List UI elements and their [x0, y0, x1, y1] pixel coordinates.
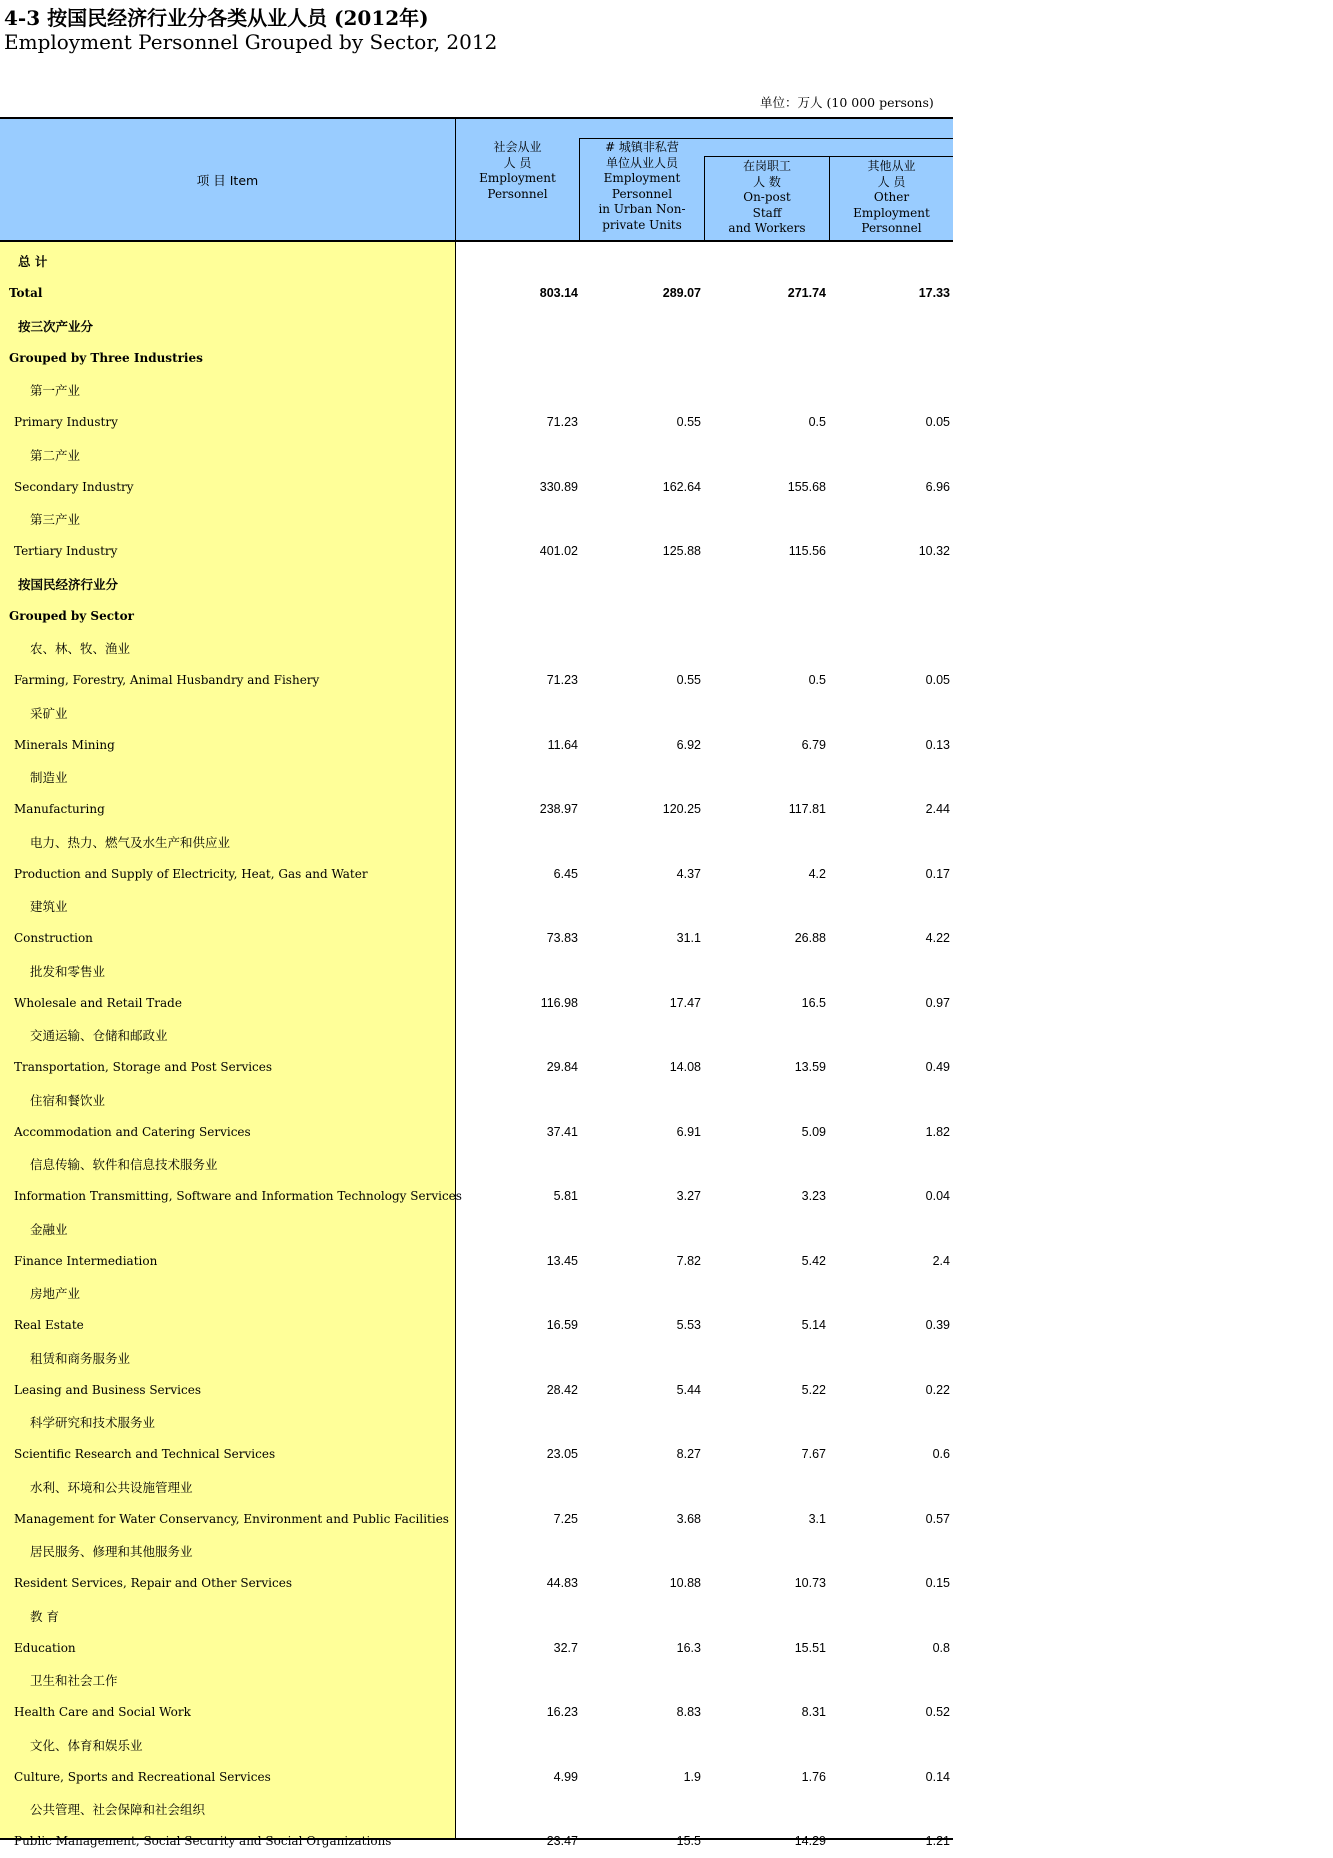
- cell-value: 17.33: [918, 286, 950, 301]
- row-label-zh: 交通运输、仓储和邮政业: [30, 1028, 168, 1044]
- cell-value: 2.44: [925, 802, 950, 817]
- cell-value: 0.55: [676, 673, 701, 688]
- row-label-zh: 按三次产业分: [18, 318, 94, 334]
- header-col4-line: Personnel: [861, 221, 922, 235]
- cell-value: 29.84: [546, 1060, 578, 1075]
- table-row: [0, 826, 953, 858]
- cell-value: 0.39: [925, 1318, 950, 1333]
- cell-value: 115.56: [788, 544, 826, 559]
- table-row: [0, 471, 953, 503]
- unit-label: 单位：万人: [760, 95, 823, 110]
- row-label-zh: 住宿和餐饮业: [30, 1092, 106, 1108]
- cell-value: 5.53: [676, 1318, 701, 1333]
- cell-value: 0.5: [808, 415, 826, 430]
- cell-value: 3.27: [676, 1189, 701, 1204]
- cell-value: 4.22: [925, 931, 950, 946]
- row-label-zh: 教 育: [30, 1608, 59, 1624]
- table-row: [0, 890, 953, 922]
- cell-value: 0.5: [808, 673, 826, 688]
- table-row: [0, 1793, 953, 1825]
- table-row: [0, 600, 953, 632]
- row-label-zh: 第一产业: [30, 383, 81, 399]
- header-col2-line: Employment: [603, 171, 681, 185]
- table-row: [0, 1761, 953, 1793]
- row-label-en: Total: [9, 286, 43, 301]
- cell-value: 17.47: [669, 995, 701, 1010]
- row-label-zh: 第二产业: [30, 447, 81, 463]
- header-col3-line: and Workers: [728, 221, 806, 235]
- row-label-en: Manufacturing: [14, 802, 105, 817]
- table-row: [0, 697, 953, 729]
- row-label-en: Public Management, Social Security and Social Organizations: [14, 1834, 392, 1849]
- header-col2-line: Personnel: [611, 186, 673, 201]
- cell-value: 16.5: [801, 995, 826, 1010]
- cell-value: 16.59: [546, 1318, 578, 1333]
- cell-value: 73.83: [546, 931, 578, 946]
- cell-value: 10.32: [918, 544, 950, 559]
- page-title-en: Employment Personnel Grouped by Sector, 2012: [4, 30, 498, 54]
- header-col1: [456, 140, 579, 202]
- row-label-en: Leasing and Business Services: [14, 1382, 201, 1397]
- header-col2: [580, 140, 704, 233]
- table-row: [0, 1051, 953, 1083]
- table-row: [0, 1019, 953, 1051]
- header-col4: [830, 159, 953, 237]
- cell-value: 330.89: [539, 479, 578, 494]
- row-label-zh: 按国民经济行业分: [18, 576, 119, 592]
- cell-value: 0.17: [925, 866, 950, 881]
- table-row: [0, 1503, 953, 1535]
- cell-value: 13.59: [794, 1060, 826, 1075]
- cell-value: 8.83: [676, 1705, 701, 1720]
- cell-value: 16.23: [546, 1705, 578, 1720]
- table-row: [0, 761, 953, 793]
- table-body: [0, 245, 953, 1858]
- cell-value: 7.67: [801, 1447, 826, 1462]
- row-label-en: Accommodation and Catering Services: [14, 1124, 251, 1139]
- cell-value: 13.45: [546, 1253, 578, 1268]
- table-row: [0, 503, 953, 535]
- header-divider: [704, 156, 705, 242]
- cell-value: 2.4: [932, 1253, 950, 1268]
- cell-value: 238.97: [539, 802, 578, 817]
- table-row: [0, 1180, 953, 1212]
- table-row: [0, 374, 953, 406]
- cell-value: 23.05: [546, 1447, 578, 1462]
- cell-value: 10.88: [669, 1576, 701, 1591]
- cell-value: 271.74: [787, 286, 826, 301]
- cell-value: 1.76: [801, 1769, 826, 1784]
- table-row: [0, 1148, 953, 1180]
- cell-value: 0.57: [925, 1511, 950, 1526]
- row-label-zh: 卫生和社会工作: [30, 1673, 118, 1689]
- cell-value: 1.21: [925, 1834, 950, 1849]
- cell-value: 5.14: [801, 1318, 826, 1333]
- cell-value: 155.68: [787, 479, 826, 494]
- table-row: [0, 568, 953, 600]
- cell-value: 162.64: [662, 479, 701, 494]
- row-label-en: Secondary Industry: [14, 479, 134, 494]
- cell-value: 0.49: [925, 1060, 950, 1075]
- cell-value: 4.2: [808, 866, 826, 881]
- table-row: [0, 1084, 953, 1116]
- header-col3-line: 在岗职工: [742, 159, 791, 173]
- cell-value: 32.7: [553, 1640, 578, 1655]
- header-col1-line: Employment: [479, 171, 556, 185]
- header-col2-line: 单位从业人员: [605, 155, 678, 170]
- cell-value: 116.98: [540, 995, 578, 1010]
- row-label-zh: 总 计: [18, 254, 48, 270]
- table-row: [0, 535, 953, 567]
- row-label-zh: 电力、热力、燃气及水生产和供应业: [30, 834, 231, 850]
- cell-value: 4.99: [553, 1769, 578, 1784]
- header-col3: [705, 159, 829, 237]
- cell-value: 6.96: [925, 479, 950, 494]
- cell-value: 16.3: [676, 1640, 701, 1655]
- row-label-zh: 公共管理、社会保障和社会组织: [30, 1802, 206, 1818]
- header-rule: [580, 138, 953, 139]
- cell-value: 117.81: [788, 802, 826, 817]
- cell-value: 3.68: [676, 1511, 701, 1526]
- cell-value: 4.37: [676, 866, 701, 881]
- cell-value: 31.1: [676, 931, 701, 946]
- row-label-en: Minerals Mining: [14, 737, 115, 752]
- table-row: [0, 1438, 953, 1470]
- row-label-en: Culture, Sports and Recreational Services: [14, 1769, 271, 1784]
- cell-value: 0.13: [925, 737, 950, 752]
- row-label-zh: 制造业: [30, 770, 68, 786]
- cell-value: 0.52: [925, 1705, 950, 1720]
- cell-value: 28.42: [546, 1382, 578, 1397]
- table-row: [0, 1277, 953, 1309]
- cell-value: 15.51: [794, 1640, 826, 1655]
- table-row: [0, 793, 953, 825]
- table-row: [0, 1600, 953, 1632]
- row-label-en: Real Estate: [14, 1318, 84, 1333]
- table-row: [0, 245, 953, 277]
- table-row: [0, 1406, 953, 1438]
- row-label-zh: 租赁和商务服务业: [30, 1350, 131, 1366]
- cell-value: 71.23: [546, 673, 578, 688]
- cell-value: 14.29: [794, 1834, 826, 1849]
- cell-value: 3.23: [801, 1189, 826, 1204]
- cell-value: 44.83: [546, 1576, 578, 1591]
- cell-value: 8.27: [676, 1447, 701, 1462]
- header-divider: [829, 156, 830, 242]
- cell-value: 15.5: [676, 1834, 701, 1849]
- cell-value: 5.09: [801, 1124, 826, 1139]
- cell-value: 0.05: [925, 673, 950, 688]
- cell-value: 0.14: [925, 1769, 950, 1784]
- unit-note: [760, 93, 934, 111]
- cell-value: 0.8: [932, 1640, 950, 1655]
- header-col4-line: 其他从业: [867, 159, 916, 173]
- table-row: [0, 277, 953, 309]
- cell-value: 6.91: [676, 1124, 701, 1139]
- row-label-zh: 房地产业: [30, 1286, 81, 1302]
- table-row: [0, 310, 953, 342]
- table-row: [0, 1825, 953, 1857]
- table-row: [0, 1696, 953, 1728]
- row-label-en: Education: [14, 1640, 76, 1655]
- table-row: [0, 1342, 953, 1374]
- cell-value: 7.25: [553, 1511, 578, 1526]
- table-header: [0, 117, 953, 242]
- header-col4-line: Employment: [853, 205, 930, 220]
- row-label-zh: 文化、体育和娱乐业: [30, 1737, 143, 1753]
- table-row: [0, 987, 953, 1019]
- row-label-en: Management for Water Conservancy, Environment and Public Facilities: [14, 1511, 449, 1526]
- header-col1-line: Personnel: [487, 186, 548, 201]
- header-col3-line: Staff: [752, 205, 782, 220]
- row-label-en: Tertiary Industry: [14, 544, 118, 559]
- cell-value: 0.22: [925, 1382, 950, 1397]
- cell-value: 23.47: [546, 1834, 578, 1849]
- cell-value: 289.07: [662, 286, 701, 301]
- cell-value: 0.55: [676, 415, 701, 430]
- cell-value: 26.88: [794, 931, 826, 946]
- table-row: [0, 1309, 953, 1341]
- header-col1-line: 人 员: [503, 155, 532, 170]
- row-label-en: Transportation, Storage and Post Services: [14, 1060, 273, 1075]
- cell-value: 0.6: [932, 1447, 950, 1462]
- row-label-en: Health Care and Social Work: [14, 1705, 191, 1720]
- table-row: [0, 342, 953, 374]
- table-row: [0, 664, 953, 696]
- header-col2-line: private Units: [602, 217, 682, 232]
- cell-value: 6.45: [553, 866, 578, 881]
- table-row: [0, 729, 953, 761]
- table-row: [0, 439, 953, 471]
- cell-value: 14.08: [669, 1060, 701, 1075]
- table-row: [0, 1632, 953, 1664]
- cell-value: 0.97: [925, 995, 950, 1010]
- row-label-en: Finance Intermediation: [14, 1253, 158, 1268]
- row-label-en: Primary Industry: [14, 415, 118, 430]
- row-label-zh: 信息传输、软件和信息技术服务业: [30, 1157, 218, 1173]
- row-label-en: Grouped by Sector: [9, 608, 134, 623]
- header-col3-line: 人 数: [753, 174, 781, 189]
- row-label-zh: 科学研究和技术服务业: [30, 1415, 156, 1431]
- table-row: [0, 1213, 953, 1245]
- table-row: [0, 1374, 953, 1406]
- table-row: [0, 955, 953, 987]
- table-row: [0, 406, 953, 438]
- table-row: [0, 1471, 953, 1503]
- row-label-zh: 农、林、牧、渔业: [30, 641, 131, 657]
- row-label-zh: 居民服务、修理和其他服务业: [30, 1544, 193, 1560]
- cell-value: 6.79: [801, 737, 826, 752]
- row-label-zh: 批发和零售业: [30, 963, 106, 979]
- table-row: [0, 1535, 953, 1567]
- table-row: [0, 1567, 953, 1599]
- cell-value: 5.44: [676, 1382, 701, 1397]
- header-col2-line: # 城镇非私营: [605, 140, 679, 154]
- row-label-en: Information Transmitting, Software and Information Technology Services: [14, 1189, 462, 1204]
- cell-value: 5.22: [801, 1382, 826, 1397]
- table-row: [0, 1116, 953, 1148]
- cell-value: 1.9: [683, 1769, 701, 1784]
- cell-value: 37.41: [546, 1124, 578, 1139]
- row-label-en: Grouped by Three Industries: [9, 350, 203, 365]
- cell-value: 5.81: [553, 1189, 578, 1204]
- table-row: [0, 858, 953, 890]
- row-label-en: Farming, Forestry, Animal Husbandry and Fishery: [14, 673, 320, 688]
- row-label-en: Production and Supply of Electricity, Heat, Gas and Water: [14, 866, 368, 881]
- header-col3-line: On-post: [743, 190, 791, 204]
- cell-value: 7.82: [676, 1253, 701, 1268]
- table-row: [0, 922, 953, 954]
- row-label-zh: 金融业: [30, 1221, 68, 1237]
- cell-value: 8.31: [801, 1705, 826, 1720]
- cell-value: 0.04: [925, 1189, 950, 1204]
- header-divider: [579, 138, 580, 242]
- header-col2-line: in Urban Non-: [598, 202, 686, 216]
- table-row: [0, 632, 953, 664]
- cell-value: 71.23: [546, 415, 578, 430]
- cell-value: 0.05: [925, 415, 950, 430]
- row-label-zh: 第三产业: [30, 512, 81, 528]
- header-item: 项 目 Item: [196, 173, 259, 188]
- unit-en: (10 000 persons): [826, 95, 934, 110]
- cell-value: 3.1: [808, 1511, 826, 1526]
- cell-value: 125.88: [662, 544, 701, 559]
- cell-value: 401.02: [539, 544, 578, 559]
- header-col4-line: Other: [873, 190, 910, 204]
- cell-value: 10.73: [794, 1576, 826, 1591]
- row-label-en: Wholesale and Retail Trade: [14, 995, 182, 1010]
- cell-value: 803.14: [539, 286, 578, 301]
- row-label-zh: 建筑业: [30, 899, 68, 915]
- cell-value: 11.64: [547, 737, 578, 752]
- row-label-zh: 水利、环境和公共设施管理业: [30, 1479, 193, 1495]
- row-label-zh: 采矿业: [30, 705, 68, 721]
- header-col1-line: 社会从业: [493, 140, 542, 154]
- table-row: [0, 1245, 953, 1277]
- page-title-zh: 4-3 按国民经济行业分各类从业人员 (2012年): [4, 6, 429, 30]
- cell-value: 0.15: [925, 1576, 950, 1591]
- cell-value: 1.82: [925, 1124, 950, 1139]
- cell-value: 5.42: [801, 1253, 826, 1268]
- cell-value: 6.92: [676, 737, 701, 752]
- header-col4-line: 人 员: [877, 174, 906, 189]
- table-row: [0, 1664, 953, 1696]
- cell-value: 120.25: [662, 802, 701, 817]
- row-label-en: Scientific Research and Technical Services: [14, 1447, 276, 1462]
- table-row: [0, 1729, 953, 1761]
- row-label-en: Construction: [14, 931, 93, 946]
- row-label-en: Resident Services, Repair and Other Services: [14, 1576, 293, 1591]
